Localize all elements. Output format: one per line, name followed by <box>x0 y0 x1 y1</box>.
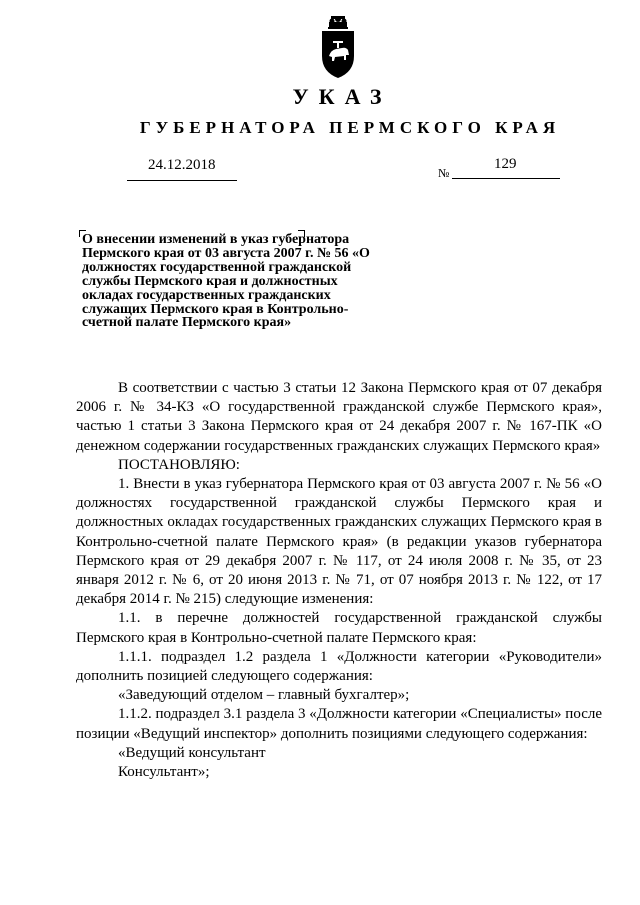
number-sign: № <box>438 166 450 180</box>
position-text-1: «Заведующий отделом – главный бухгалтер»; <box>118 687 410 704</box>
clause-1-1-2: 1.1.2. подраздел 3.1 раздела 3 «Должности категории «Специалисты» после позиции «Ведущий инспектор» дополнить позициями следующего содержания: <box>76 706 602 742</box>
preamble-paragraph: В соответствии с частью 3 статьи 12 Закона Пермского края от 07 декабря 2006 г. № 34-КЗ «О государственной гражданской службе Пермского края», частью 1 статьи 3 Закона Пермского края от 24 декабря 2007 г. № 167-ПК «О денежном содержании государственных гражданских служащих Пермского края» <box>76 380 602 454</box>
date-underline <box>127 180 237 181</box>
clause-1-1-1: 1.1.1. подраздел 1.2 раздела 1 «Должности категории «Руководители» дополнить позицией следующего содержания: <box>76 648 602 685</box>
clause-1: 1. Внести в указ губернатора Пермского края от 03 августа 2007 г. № 56 «О должностях государственной гражданской службы Пермского края и должностных окладах государственных гражданских служащих Пермского края в Контрольно-счетной палате Пермского края» (в редакции указов губернатора Пермского края от 29 декабря 2007 г. № 117, от 24 июля 2008 г. № 35, от 23 января 2012 г. № 6, от 20 июня 2013 г. № 71, от 07 ноября 2013 г. № 122, от 17 декабря 2014 г. № 215) следующие изменения: <box>76 476 602 608</box>
document-date: 24.12.2018 <box>148 157 216 173</box>
document-number: 129 <box>494 156 517 172</box>
clause-1-1: 1.1. в перечне должностей государственной гражданской службы Пермского края в Контрольно-счетной палате Пермского края: <box>76 610 602 646</box>
position-text-3: Консультант»; <box>118 764 210 781</box>
document-type-title: УКАЗ <box>292 84 392 109</box>
document-subject: О внесении изменений в указ губернатора Пермского края от 03 августа 2007 г. № 56 «О должностях государственной гражданской службы Пермского края и должностных окладах государственных гражданских служащих Пермского края в Контрольно-счетной палате Пермского края» <box>82 232 370 331</box>
issuer-title: ГУБЕРНАТОРА ПЕРМСКОГО КРАЯ <box>139 118 561 137</box>
number-underline <box>452 178 560 179</box>
coat-of-arms-icon <box>318 14 358 80</box>
decree-keyword: ПОСТАНОВЛЯЮ: <box>118 456 240 473</box>
position-text-2: «Ведущий консультант <box>118 744 266 761</box>
document-body <box>76 379 602 782</box>
